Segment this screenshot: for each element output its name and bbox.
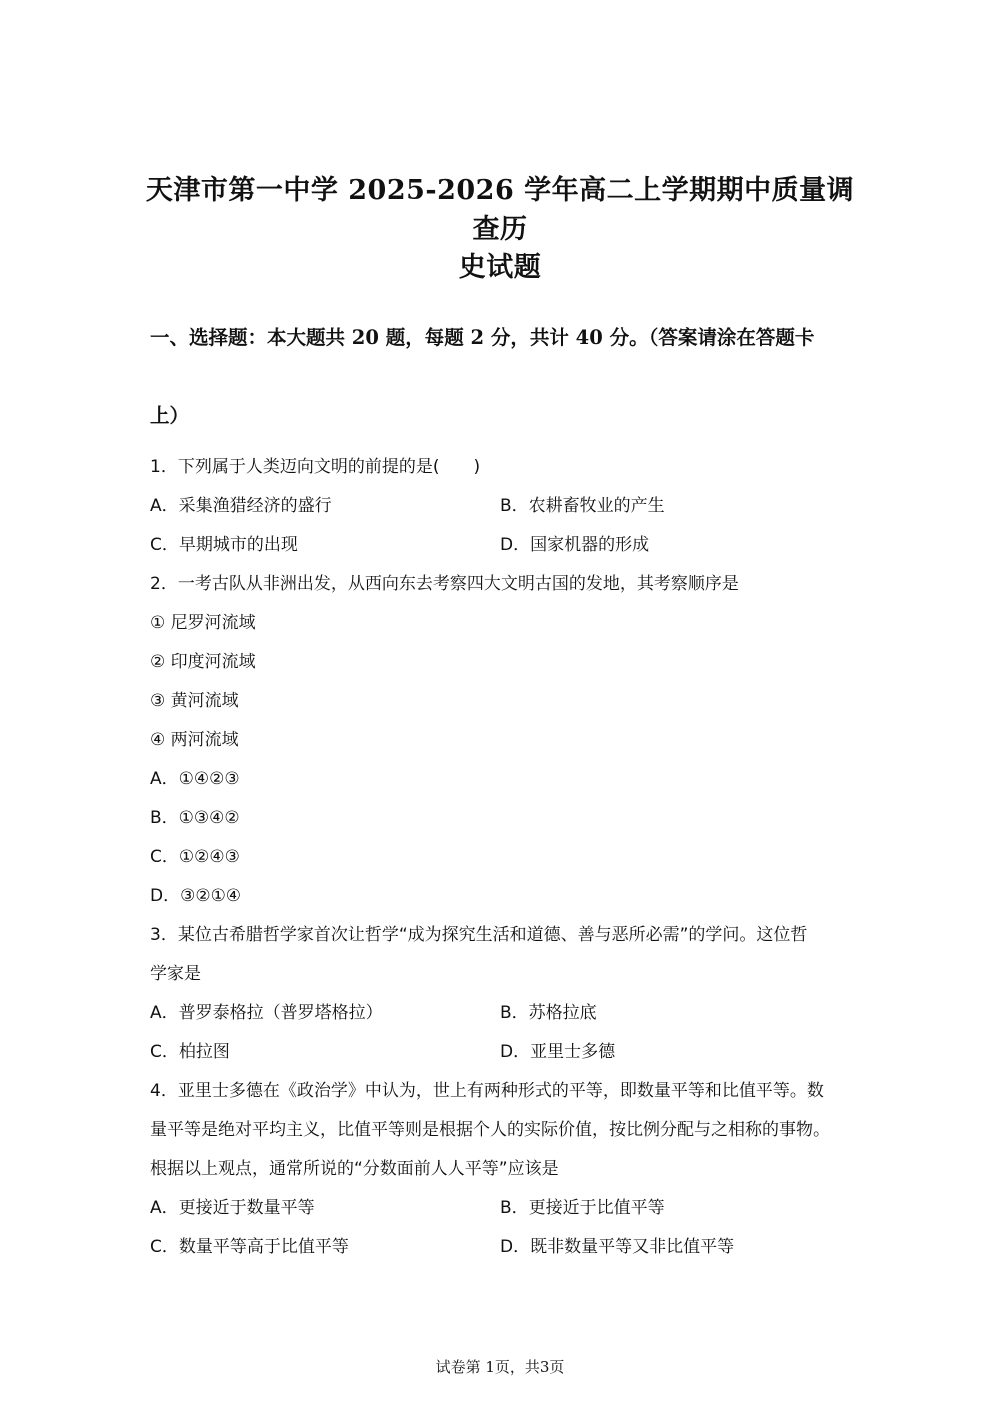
question-4-option-b: B．更接近于比值平等 <box>500 1198 665 1218</box>
exam-title-line-2: 史试题 <box>458 252 542 283</box>
question-1-option-b: B．农耕畜牧业的产生 <box>500 496 665 516</box>
page-footer: 试卷第 1页，共3页 <box>435 1358 565 1376</box>
question-4-stem-line-1: 4．亚里士多德在《政治学》中认为，世上有两种形式的平等，即数量平等和比值平等。数 <box>150 1081 824 1101</box>
section-heading-line-1: 一、选择题：本大题共 20 题，每题 2 分，共计 40 分。（答案请涂在答题卡 <box>150 326 815 349</box>
question-4-option-a: A．更接近于数量平等 <box>150 1198 315 1218</box>
question-3-option-c: C．柏拉图 <box>150 1042 230 1062</box>
question-4-option-c: C．数量平等高于比值平等 <box>150 1237 349 1257</box>
exam-title-line-1: 天津市第一中学 2025-2026 学年高二上学期期中质量调查历 <box>145 175 855 245</box>
question-4-option-d: D．既非数量平等又非比值平等 <box>500 1237 735 1257</box>
question-4-stem-line-3: 根据以上观点，通常所说的“分数面前人人平等”应该是 <box>150 1159 559 1179</box>
question-1-option-d: D．国家机器的形成 <box>500 535 650 555</box>
question-1-option-c: C．早期城市的出现 <box>150 535 298 555</box>
section-heading-line-2: 上） <box>150 404 190 427</box>
question-3-option-a: A．普罗泰格拉（普罗塔格拉） <box>150 1003 383 1023</box>
question-3-option-d: D．亚里士多德 <box>500 1042 616 1062</box>
question-3-stem-line-1: 3．某位古希腊哲学家首次让哲学“成为探究生活和道德、善与恶所必需”的学问。这位哲 <box>150 925 808 945</box>
question-2-option-b: B．①③④② <box>150 808 240 828</box>
question-2-option-c: C．①②④③ <box>150 847 240 867</box>
question-2-option-d: D．③②①④ <box>150 886 242 906</box>
question-2-option-a: A．①④②③ <box>150 769 240 789</box>
question-2-item-2: ② 印度河流域 <box>150 652 256 672</box>
question-4-stem-line-2: 量平等是绝对平均主义，比值平等则是根据个人的实际价值，按比例分配与之相称的事物。 <box>150 1120 830 1140</box>
question-1-stem: 1．下列属于人类迈向文明的前提的是( ) <box>150 457 481 477</box>
question-1-option-a: A．采集渔猎经济的盛行 <box>150 496 332 516</box>
question-3-option-b: B．苏格拉底 <box>500 1003 597 1023</box>
question-3-stem-line-2: 学家是 <box>150 964 201 984</box>
question-2-item-4: ④ 两河流域 <box>150 730 239 750</box>
question-2-item-3: ③ 黄河流域 <box>150 691 239 711</box>
question-2-item-1: ① 尼罗河流域 <box>150 613 256 633</box>
question-2-stem: 2．一考古队从非洲出发，从西向东去考察四大文明古国的发地，其考察顺序是 <box>150 574 739 594</box>
